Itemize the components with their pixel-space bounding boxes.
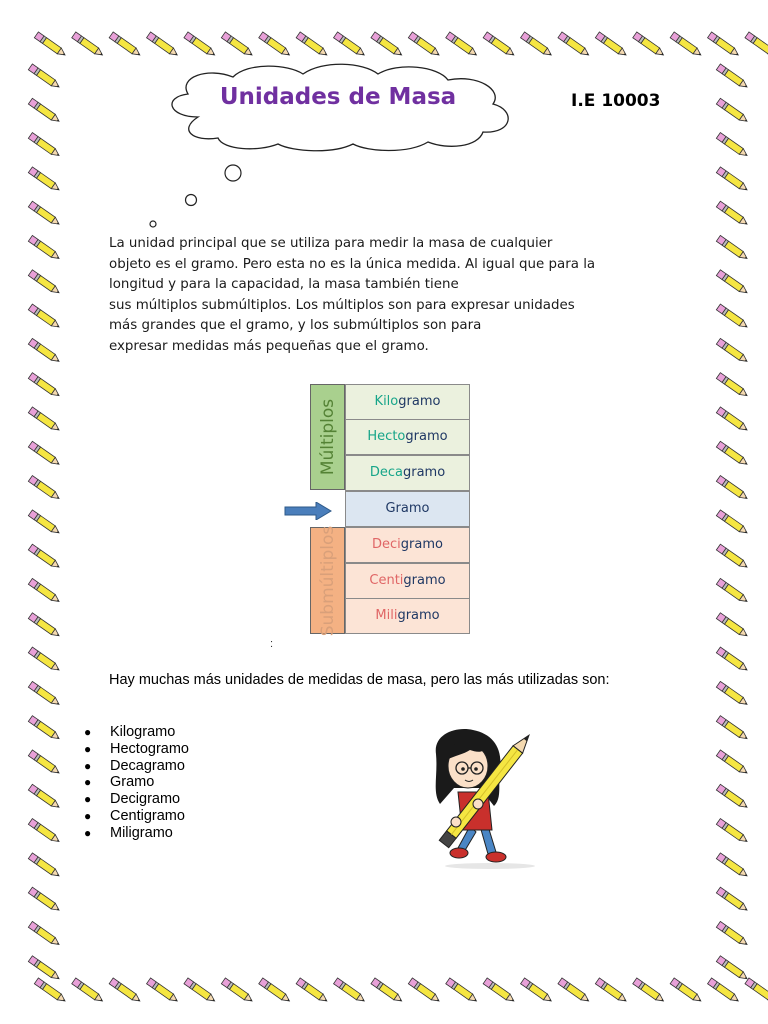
bullet-icon: ● [84, 775, 92, 790]
pencil-icon [716, 887, 749, 913]
pencil-icon [371, 978, 404, 1004]
pencil-icon [28, 921, 61, 947]
pencil-icon [147, 978, 180, 1004]
list-item [84, 724, 189, 741]
pencil-icon [670, 32, 703, 58]
pencil-icon [483, 978, 516, 1004]
pencil-icon [334, 32, 367, 58]
pencil-icon [28, 235, 61, 261]
units-table [310, 384, 470, 634]
stray-mark: : [270, 638, 274, 650]
bullet-icon: ● [84, 792, 92, 807]
pencil-icon [334, 978, 367, 1004]
pencil-icon [745, 978, 768, 1004]
intro-line: objeto es el gramo. Pero esta no es la única medida. Al igual que para la [109, 256, 596, 272]
bullet-icon: ● [84, 741, 92, 756]
intro-line: La unidad principal que se utiliza para medir la masa de cualquier [109, 236, 553, 251]
pencil-icon [28, 544, 61, 570]
pencil-icon [558, 32, 591, 58]
pencil-icon [28, 338, 61, 364]
pencil-icon [28, 64, 61, 90]
unit-suffix: gramo [398, 394, 441, 409]
pencil-icon [28, 167, 61, 193]
pencil-icon [716, 716, 749, 742]
pencil-icon [34, 978, 67, 1004]
pencil-icon [221, 32, 254, 58]
right-arrow-icon [284, 502, 332, 520]
list-item-label: Kilogramo [110, 724, 176, 740]
pencil-icon [716, 441, 749, 467]
pencil-icon [28, 578, 61, 604]
list-item [84, 774, 189, 791]
pencil-icon [446, 978, 479, 1004]
unit-prefix: Centi [369, 573, 404, 588]
pencil-icon [296, 978, 329, 1004]
pencil-icon [716, 647, 749, 673]
list-item [84, 758, 189, 775]
pencil-icon [28, 956, 61, 982]
pencil-icon [28, 853, 61, 879]
unit-cell-miligramo [345, 598, 470, 634]
bullet-icon: ● [84, 825, 92, 840]
pencil-icon [72, 978, 105, 1004]
pencil-icon [716, 613, 749, 639]
pencil-icon [716, 681, 749, 707]
pencil-icon [521, 978, 554, 1004]
unit-suffix: gramo [400, 537, 443, 552]
pencil-icon [716, 133, 749, 159]
bullet-icon: ● [84, 808, 92, 823]
pencil-icon [716, 407, 749, 433]
school-code: I.E 10003 [571, 91, 661, 111]
pencil-icon [184, 978, 217, 1004]
pencil-icon [28, 476, 61, 502]
pencil-icon [670, 978, 703, 1004]
list-item [84, 791, 189, 808]
pencil-icon [716, 921, 749, 947]
intro-line: expresar medidas más pequeñas que el gramo. [109, 338, 429, 354]
unit-suffix: gramo [402, 465, 446, 480]
unit-prefix: Deci [372, 537, 401, 552]
pencil-icon [716, 853, 749, 879]
pencil-icon [716, 819, 749, 845]
pencil-icon [716, 784, 749, 810]
list-item-label: Gramo [110, 774, 155, 791]
pencil-icon [716, 476, 749, 502]
pencil-icon [109, 978, 142, 1004]
intro-paragraph [109, 234, 669, 357]
list-item [84, 741, 189, 758]
multiples-side-label [310, 384, 345, 490]
pencil-icon [259, 978, 292, 1004]
pencil-icon [483, 32, 516, 58]
pencil-icon [633, 32, 666, 58]
unit-list [84, 724, 189, 842]
pencil-icon [745, 32, 768, 58]
pencil-icon [716, 578, 749, 604]
unit-prefix: Deca [369, 465, 403, 480]
pencil-icon [147, 32, 180, 58]
unit-prefix: Hecto [367, 429, 406, 444]
pencil-icon [72, 32, 105, 58]
pencil-icon [446, 32, 479, 58]
pencil-icon [716, 750, 749, 776]
pencil-icon [708, 978, 741, 1004]
pencil-icon [221, 978, 254, 1004]
submultiples-label: Submúltiplos [317, 525, 338, 636]
outro-paragraph: Hay muchas más unidades de medidas de masa, pero las más utilizadas son: [109, 672, 610, 688]
pencil-icon [595, 978, 628, 1004]
pencil-icon [28, 750, 61, 776]
pencil-icon [28, 441, 61, 467]
unit-suffix: gramo [403, 573, 446, 588]
list-item-label: Decagramo [110, 757, 185, 774]
bullet-icon: ● [84, 758, 92, 773]
pencil-icon [109, 32, 142, 58]
pencil-icon [184, 32, 217, 58]
intro-line: longitud y para la capacidad, la masa también tiene [109, 277, 459, 292]
pencil-icon [716, 338, 749, 364]
pencil-icon [259, 32, 292, 58]
pencil-icon [28, 887, 61, 913]
intro-line: más grandes que el gramo, y los submúltiplos son para [109, 318, 482, 333]
pencil-icon [716, 544, 749, 570]
unit-cell-hectogramo [345, 419, 470, 455]
unit-prefix: Mili [375, 608, 398, 623]
pencil-icon [716, 956, 749, 982]
unit-cell-centigramo [345, 563, 470, 599]
list-item-label: Miligramo [110, 824, 173, 841]
list-item-label: Hectogramo [110, 740, 189, 757]
intro-line: sus múltiplos submúltiplos. Los múltiplos son para expresar unidades [109, 297, 575, 313]
unit-cell-decigramo [345, 527, 470, 563]
pencil-icon [595, 32, 628, 58]
pencil-icon [28, 716, 61, 742]
pencil-icon [28, 201, 61, 227]
page-title: Unidades de Masa [219, 84, 457, 110]
pencil-icon [296, 32, 329, 58]
list-item-label: Decigramo [110, 791, 181, 808]
multiples-label: Múltiplos [317, 398, 338, 476]
list-item [84, 825, 189, 842]
pencil-icon [716, 304, 749, 330]
unit-prefix: Kilo [374, 394, 399, 409]
pencil-icon [708, 32, 741, 58]
unit-suffix: gramo [397, 608, 440, 623]
pencil-icon [716, 201, 749, 227]
pencil-icon [716, 510, 749, 536]
pencil-icon [371, 32, 404, 58]
pencil-icon [28, 647, 61, 673]
list-item-label: Centigramo [110, 807, 185, 824]
pencil-icon [28, 819, 61, 845]
pencil-icon [408, 32, 441, 58]
pencil-icon [558, 978, 591, 1004]
pencil-icon [716, 373, 749, 399]
pencil-icon [408, 978, 441, 1004]
pencil-icon [28, 373, 61, 399]
pencil-icon [716, 98, 749, 124]
pencil-icon [716, 270, 749, 296]
pencil-icon [28, 304, 61, 330]
pencil-icon [28, 681, 61, 707]
unit-suffix: gramo [405, 429, 448, 444]
pencil-icon [28, 98, 61, 124]
list-item [84, 808, 189, 825]
pencil-icon [633, 978, 666, 1004]
girl-with-pencil-icon [418, 726, 568, 874]
pencil-icon [28, 613, 61, 639]
unit-cell-decagramo [345, 455, 470, 491]
pencil-icon [28, 407, 61, 433]
pencil-icon [28, 270, 61, 296]
thought-bubbles [140, 160, 260, 240]
pencil-icon [28, 133, 61, 159]
unit-cell-kilogramo [345, 384, 470, 420]
pencil-icon [521, 32, 554, 58]
pencil-icon [28, 784, 61, 810]
pencil-icon [716, 64, 749, 90]
pencil-icon [28, 510, 61, 536]
pencil-icon [716, 235, 749, 261]
pencil-icon [34, 32, 67, 58]
pencil-icon [716, 167, 749, 193]
unit-cell-gramo: Gramo [345, 491, 470, 527]
submultiples-side-label [310, 527, 345, 634]
bullet-icon: ● [84, 725, 92, 739]
